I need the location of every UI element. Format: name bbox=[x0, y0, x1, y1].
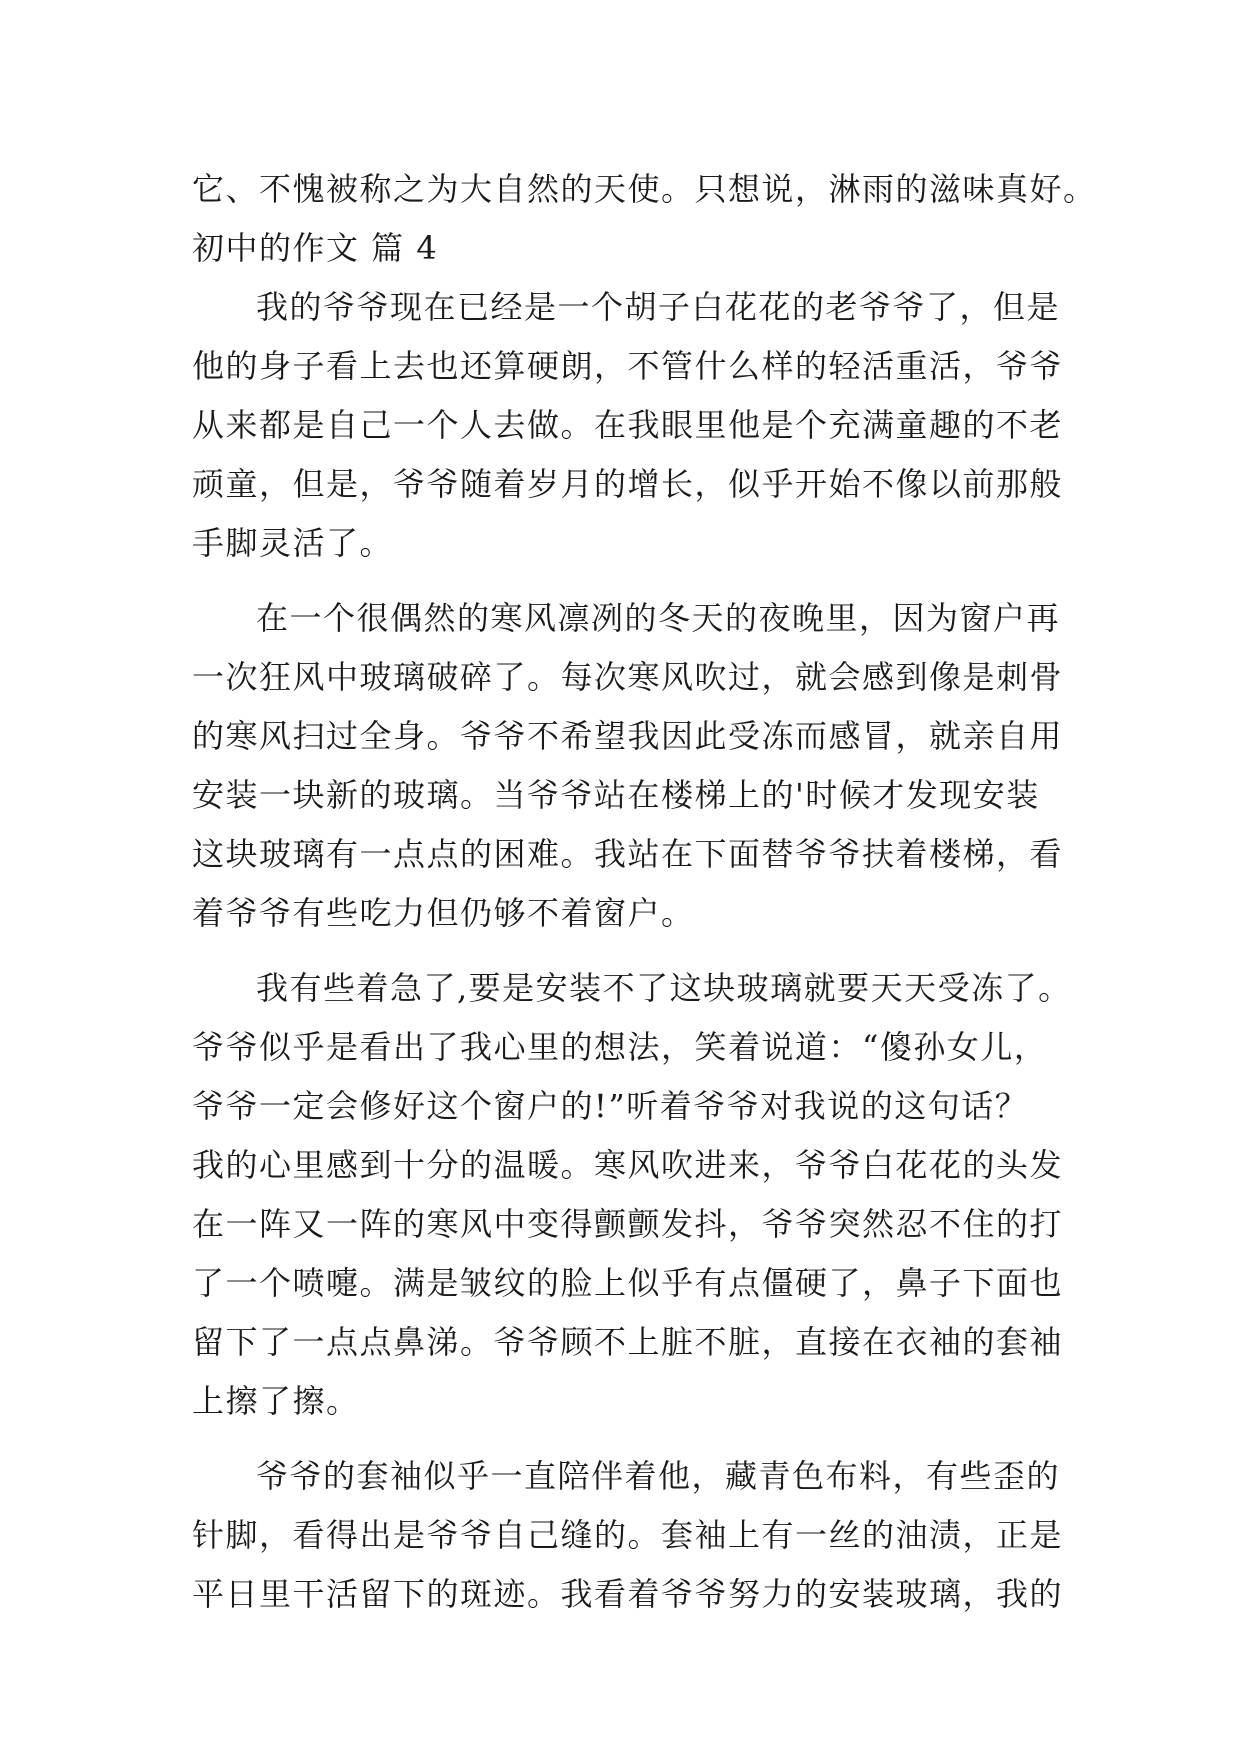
text-line: 它、不愧被称之为大自然的天使。只想说，淋雨的滋味真好。 bbox=[192, 170, 1097, 208]
text-line: 留下了一点点鼻涕。爷爷顾不上脏不脏，直接在衣袖的套袖 bbox=[192, 1323, 1064, 1361]
text-line: 了一个喷嚏。满是皱纹的脸上似乎有点僵硬了，鼻子下面也 bbox=[192, 1264, 1064, 1302]
section-heading: 初中的作文 篇 4 bbox=[192, 229, 439, 267]
text-line: 上擦了擦。 bbox=[192, 1382, 360, 1420]
text-line: 爷爷一定会修好这个窗户的!”听着爷爷对我说的这句话？ bbox=[192, 1087, 1029, 1125]
text-line: 从来都是自己一个人去做。在我眼里他是个充满童趣的不老 bbox=[192, 406, 1064, 444]
text-line: 爷爷似乎是看出了我心里的想法，笑着说道：“傻孙女儿， bbox=[192, 1028, 1048, 1066]
text-line: 一次狂风中玻璃破碎了。每次寒风吹过，就会感到像是刺骨 bbox=[192, 658, 1064, 696]
text-line: 这块玻璃有一点点的困难。我站在下面替爷爷扶着楼梯，看 bbox=[192, 835, 1064, 873]
text-line: 手脚灵活了。 bbox=[192, 524, 394, 562]
text-line: 我的心里感到十分的温暖。寒风吹进来，爷爷白花花的头发 bbox=[192, 1146, 1064, 1184]
text-line: 他的身子看上去也还算硬朗，不管什么样的轻活重活，爷爷 bbox=[192, 347, 1064, 385]
text-line: 我的爷爷现在已经是一个胡子白花花的老爷爷了，但是 bbox=[256, 288, 1061, 326]
text-line: 的寒风扫过全身。爷爷不希望我因此受冻而感冒，就亲自用 bbox=[192, 717, 1064, 755]
text-line: 顽童，但是，爷爷随着岁月的增长，似乎开始不像以前那般 bbox=[192, 465, 1064, 503]
text-line: 在一阵又一阵的寒风中变得颤颤发抖，爷爷突然忍不住的打 bbox=[192, 1205, 1064, 1243]
article-body bbox=[192, 160, 1097, 1624]
text-line: 爷爷的套袖似乎一直陪伴着他，藏青色布料，有些歪的 bbox=[256, 1457, 1061, 1495]
text-line: 着爷爷有些吃力但仍够不着窗户。 bbox=[192, 894, 695, 932]
text-line: 在一个很偶然的寒风凛冽的冬天的夜晚里，因为窗户再 bbox=[256, 599, 1061, 637]
text-line: 安装一块新的玻璃。当爷爷站在楼梯上的'时候才发现安装 bbox=[192, 776, 1040, 814]
text-line: 平日里干活留下的斑迹。我看着爷爷努力的安装玻璃，我的 bbox=[192, 1575, 1064, 1613]
text-line: 针脚，看得出是爷爷自己缝的。套袖上有一丝的油渍，正是 bbox=[192, 1516, 1064, 1554]
text-line: 我有些着急了,要是安装不了这块玻璃就要天天受冻了。 bbox=[256, 969, 1072, 1007]
